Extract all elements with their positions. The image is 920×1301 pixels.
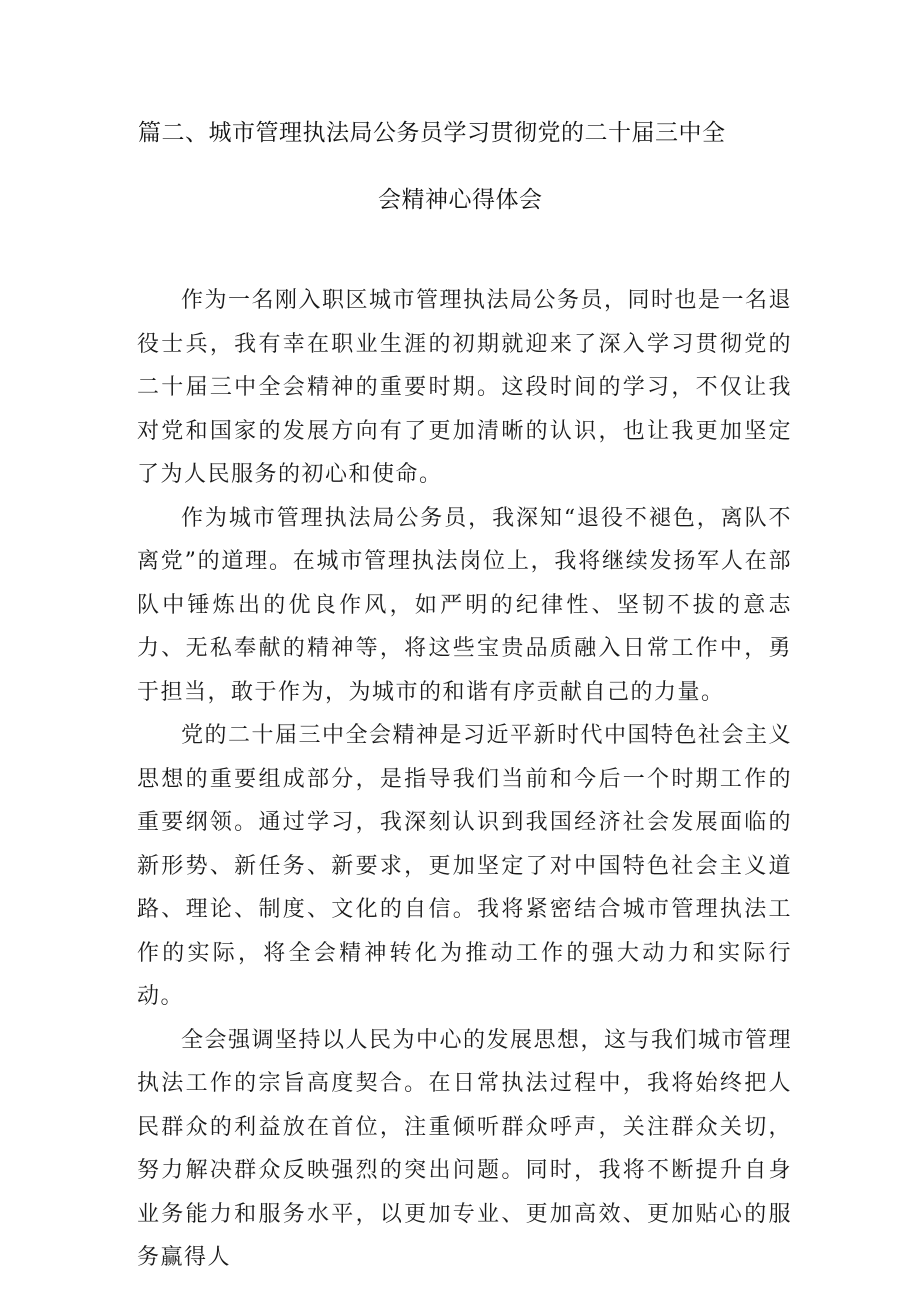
document-title-line-1: 篇二、城市管理执法局公务员学习贯彻党的二十届三中全 xyxy=(138,120,726,146)
document-body xyxy=(137,279,792,1280)
body-paragraph-4: 全会强调坚持以人民为中心的发展思想，这与我们城市管理执法工作的宗旨高度契合。在日常执法过程中，我将始终把人民群众的利益放在首位，注重倾听群众呼声，关注群众关切，努力解决群众反映强烈的突出问题。同时，我将不断提升自身业务能力和服务水平，以更加专业、更加高效、更加贴心的服务赢得人 xyxy=(137,1027,793,1270)
body-paragraph-3: 党的二十届三中全会精神是习近平新时代中国特色社会主义思想的重要组成部分，是指导我们当前和今后一个时期工作的重要纲领。通过学习，我深刻认识到我国经济社会发展面临的新形势、新任务、新要求，更加坚定了对中国特色社会主义道路、理论、制度、文化的自信。我将紧密结合城市管理执法工作的实际，将全会精神转化为推动工作的强大动力和实际行动。 xyxy=(137,723,793,1009)
document-title-line-2: 会精神心得体会 xyxy=(378,187,543,213)
body-paragraph-1: 作为一名刚入职区城市管理执法局公务员，同时也是一名退役士兵，我有幸在职业生涯的初期就迎来了深入学习贯彻党的二十届三中全会精神的重要时期。这段时间的学习，不仅让我对党和国家的发展方向有了更加清晰的认识，也让我更加坚定了为人民服务的初心和使命。 xyxy=(137,288,793,487)
body-paragraph-2: 作为城市管理执法局公务员，我深知“退役不褪色，离队不离党”的道理。在城市管理执法岗位上，我将继续发扬军人在部队中锤炼出的优良作风，如严明的纪律性、坚韧不拔的意志力、无私奉献的精神等，将这些宝贵品质融入日常工作中，勇于担当，敢于作为，为城市的和谐有序贡献自己的力量。 xyxy=(137,505,792,705)
